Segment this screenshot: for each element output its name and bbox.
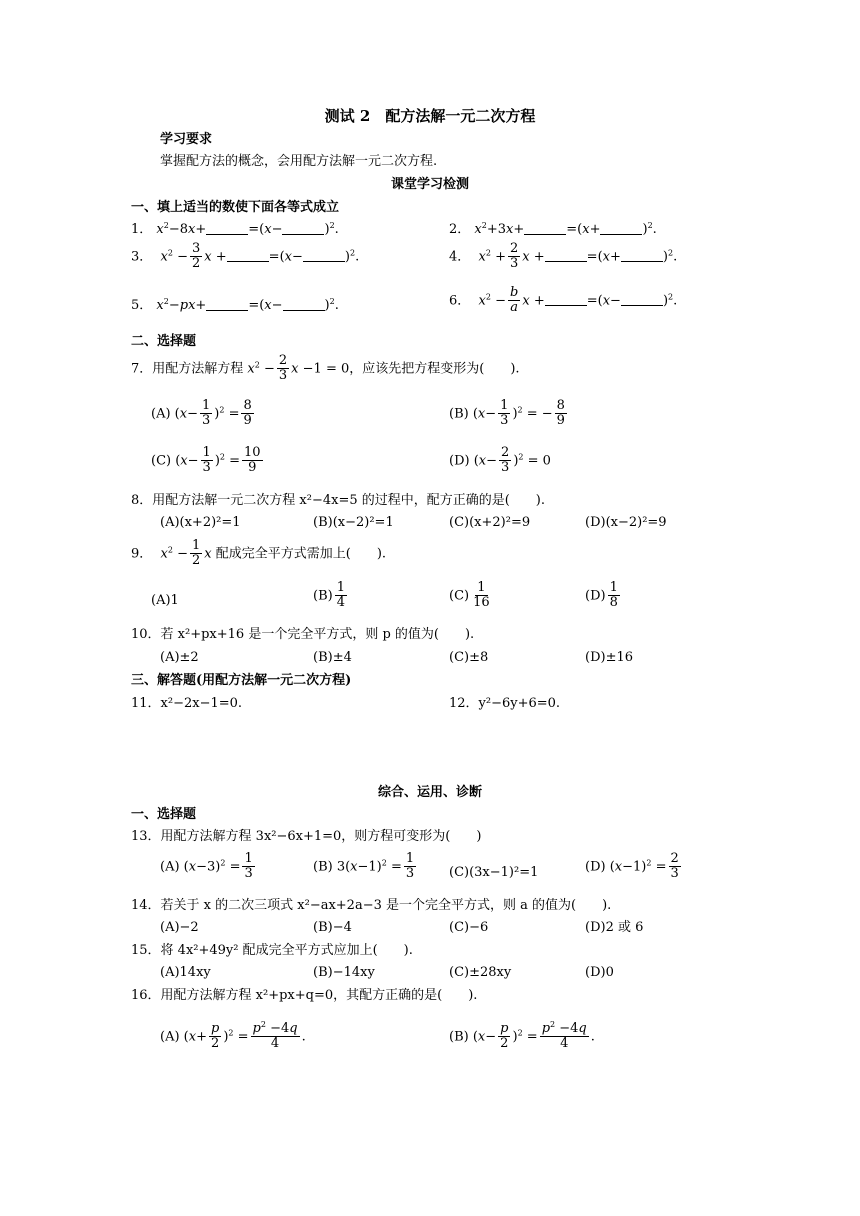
q9-option-c: (C) $\frac{1}{16}$ <box>449 580 490 611</box>
q10-option-b: (B)±4 <box>313 650 352 665</box>
q15-option-d: (D)0 <box>585 965 614 980</box>
question-15: 15．将 4x²+49y² 配成完全平方式应加上( ). <box>131 943 413 958</box>
question-4: 4． $x^2$ + $\frac{2}{3}$ $x + =(x+ )^2$. <box>449 241 678 272</box>
q7-option-a: (A) (x− $\frac{1}{3}$ )$^2$ = $\frac{8}{9}$ <box>151 398 252 429</box>
q7-option-b: (B) (x− $\frac{1}{3}$ )$^2$ = − $\frac{8}{9}$ <box>449 398 565 429</box>
q16-option-a: (A) (x+ $\frac{p}{2}$ )$^2$ = $\frac{p^2 -4q}{4}$ . <box>160 1020 306 1052</box>
q15-option-b: (B)−14xy <box>313 965 375 980</box>
q9-option-d: (D) $\frac{1}{8}$ <box>585 580 618 611</box>
question-7: 7．用配方法解方程 $x^2$ − $\frac{2}{3}$ x −1 = 0，应该先把方程变形为( ). <box>131 353 520 384</box>
q10-option-c: (C)±8 <box>449 650 489 665</box>
q14-option-d: (D)2 或 6 <box>585 920 644 935</box>
question-8: 8．用配方法解一元二次方程 x²−4x=5 的过程中，配方正确的是( ). <box>131 493 546 508</box>
q7-option-d: (D) (x− $\frac{2}{3}$ )$^2$ = 0 <box>449 445 551 476</box>
q15-option-c: (C)±28xy <box>449 965 512 980</box>
question-5: 5． $x^2-px+ =(x- )^2$. <box>131 297 339 313</box>
question-10: 10．若 x²+px+16 是一个完全平方式，则 p 的值为( ). <box>131 627 475 642</box>
section-title-class-check: 课堂学习检测 <box>390 177 470 192</box>
part-heading-solve: 三、解答题(用配方法解一元二次方程) <box>131 673 352 688</box>
q10-option-d: (D)±16 <box>585 650 634 665</box>
page-title: 测试 2 配方法解一元二次方程 <box>324 107 536 125</box>
q9-option-a: (A)1 <box>151 593 179 608</box>
q7-option-c: (C) (x− $\frac{1}{3}$ )$^2$ = $\frac{10}{9}$ <box>151 445 261 476</box>
question-12: 12．y²−6y+6=0. <box>449 696 561 711</box>
q8-option-d: (D)(x−2)²=9 <box>585 515 667 530</box>
part-heading-choice-2: 一、选择题 <box>131 807 197 822</box>
part-heading-choice: 二、选择题 <box>131 334 197 349</box>
question-16: 16．用配方法解方程 x²+px+q=0，其配方正确的是( ). <box>131 988 478 1003</box>
q13-option-c: (C)(3x−1)²=1 <box>449 865 539 880</box>
q14-option-c: (C)−6 <box>449 920 489 935</box>
part-heading-fill: 一、填上适当的数使下面各等式成立 <box>131 200 340 215</box>
q16-option-b: (B) (x− $\frac{p}{2}$ )$^2$ = $\frac{p^2 -4q}{4}$ . <box>449 1020 595 1052</box>
q8-option-c: (C)(x+2)²=9 <box>449 515 531 530</box>
question-2: 2． $x^2+3x+ =(x+ )^2$. <box>449 221 657 237</box>
q13-option-b: (B) $3(x-1)^2$ = $\frac{1}{3}$ <box>313 851 415 882</box>
q9-option-b: (B) $\frac{1}{4}$ <box>313 580 345 611</box>
question-13: 13．用配方法解方程 3x²−6x+1=0，则方程可变形为( ) <box>131 829 482 844</box>
question-11: 11．x²−2x−1=0. <box>131 696 243 711</box>
q13-option-a: (A) $(x-3)^2$ = $\frac{1}{3}$ <box>160 851 253 882</box>
question-6: 6． $x^2$ − $\frac{b}{a}$ $x + =(x- )^2$. <box>449 285 678 316</box>
q10-option-a: (A)±2 <box>160 650 199 665</box>
q14-option-b: (B)−4 <box>313 920 352 935</box>
q15-option-a: (A)14xy <box>160 965 211 980</box>
requirements-text: 掌握配方法的概念，会用配方法解一元二次方程. <box>160 154 438 169</box>
q8-option-a: (A)(x+2)²=1 <box>160 515 241 530</box>
q8-option-b: (B)(x−2)²=1 <box>313 515 394 530</box>
q14-option-a: (A)−2 <box>160 920 199 935</box>
question-14: 14．若关于 x 的二次三项式 x²−ax+2a−3 是一个完全平方式，则 a 的值为( ). <box>131 898 612 913</box>
question-3: 3． $x^2$ − $\frac{3}{2}$ $x + =(x- )^2$. <box>131 241 360 272</box>
requirements-heading: 学习要求 <box>160 132 213 147</box>
section-title-comprehensive: 综合、运用、诊断 <box>377 785 483 800</box>
question-1: 1． $x^2-8x+ =(x- )^2$. <box>131 221 339 237</box>
question-9: 9． $x^2$ − $\frac{1}{2}$ x 配成完全平方式需加上( ). <box>131 538 387 569</box>
q13-option-d: (D) $(x-1)^2$ = $\frac{2}{3}$ <box>585 851 679 882</box>
